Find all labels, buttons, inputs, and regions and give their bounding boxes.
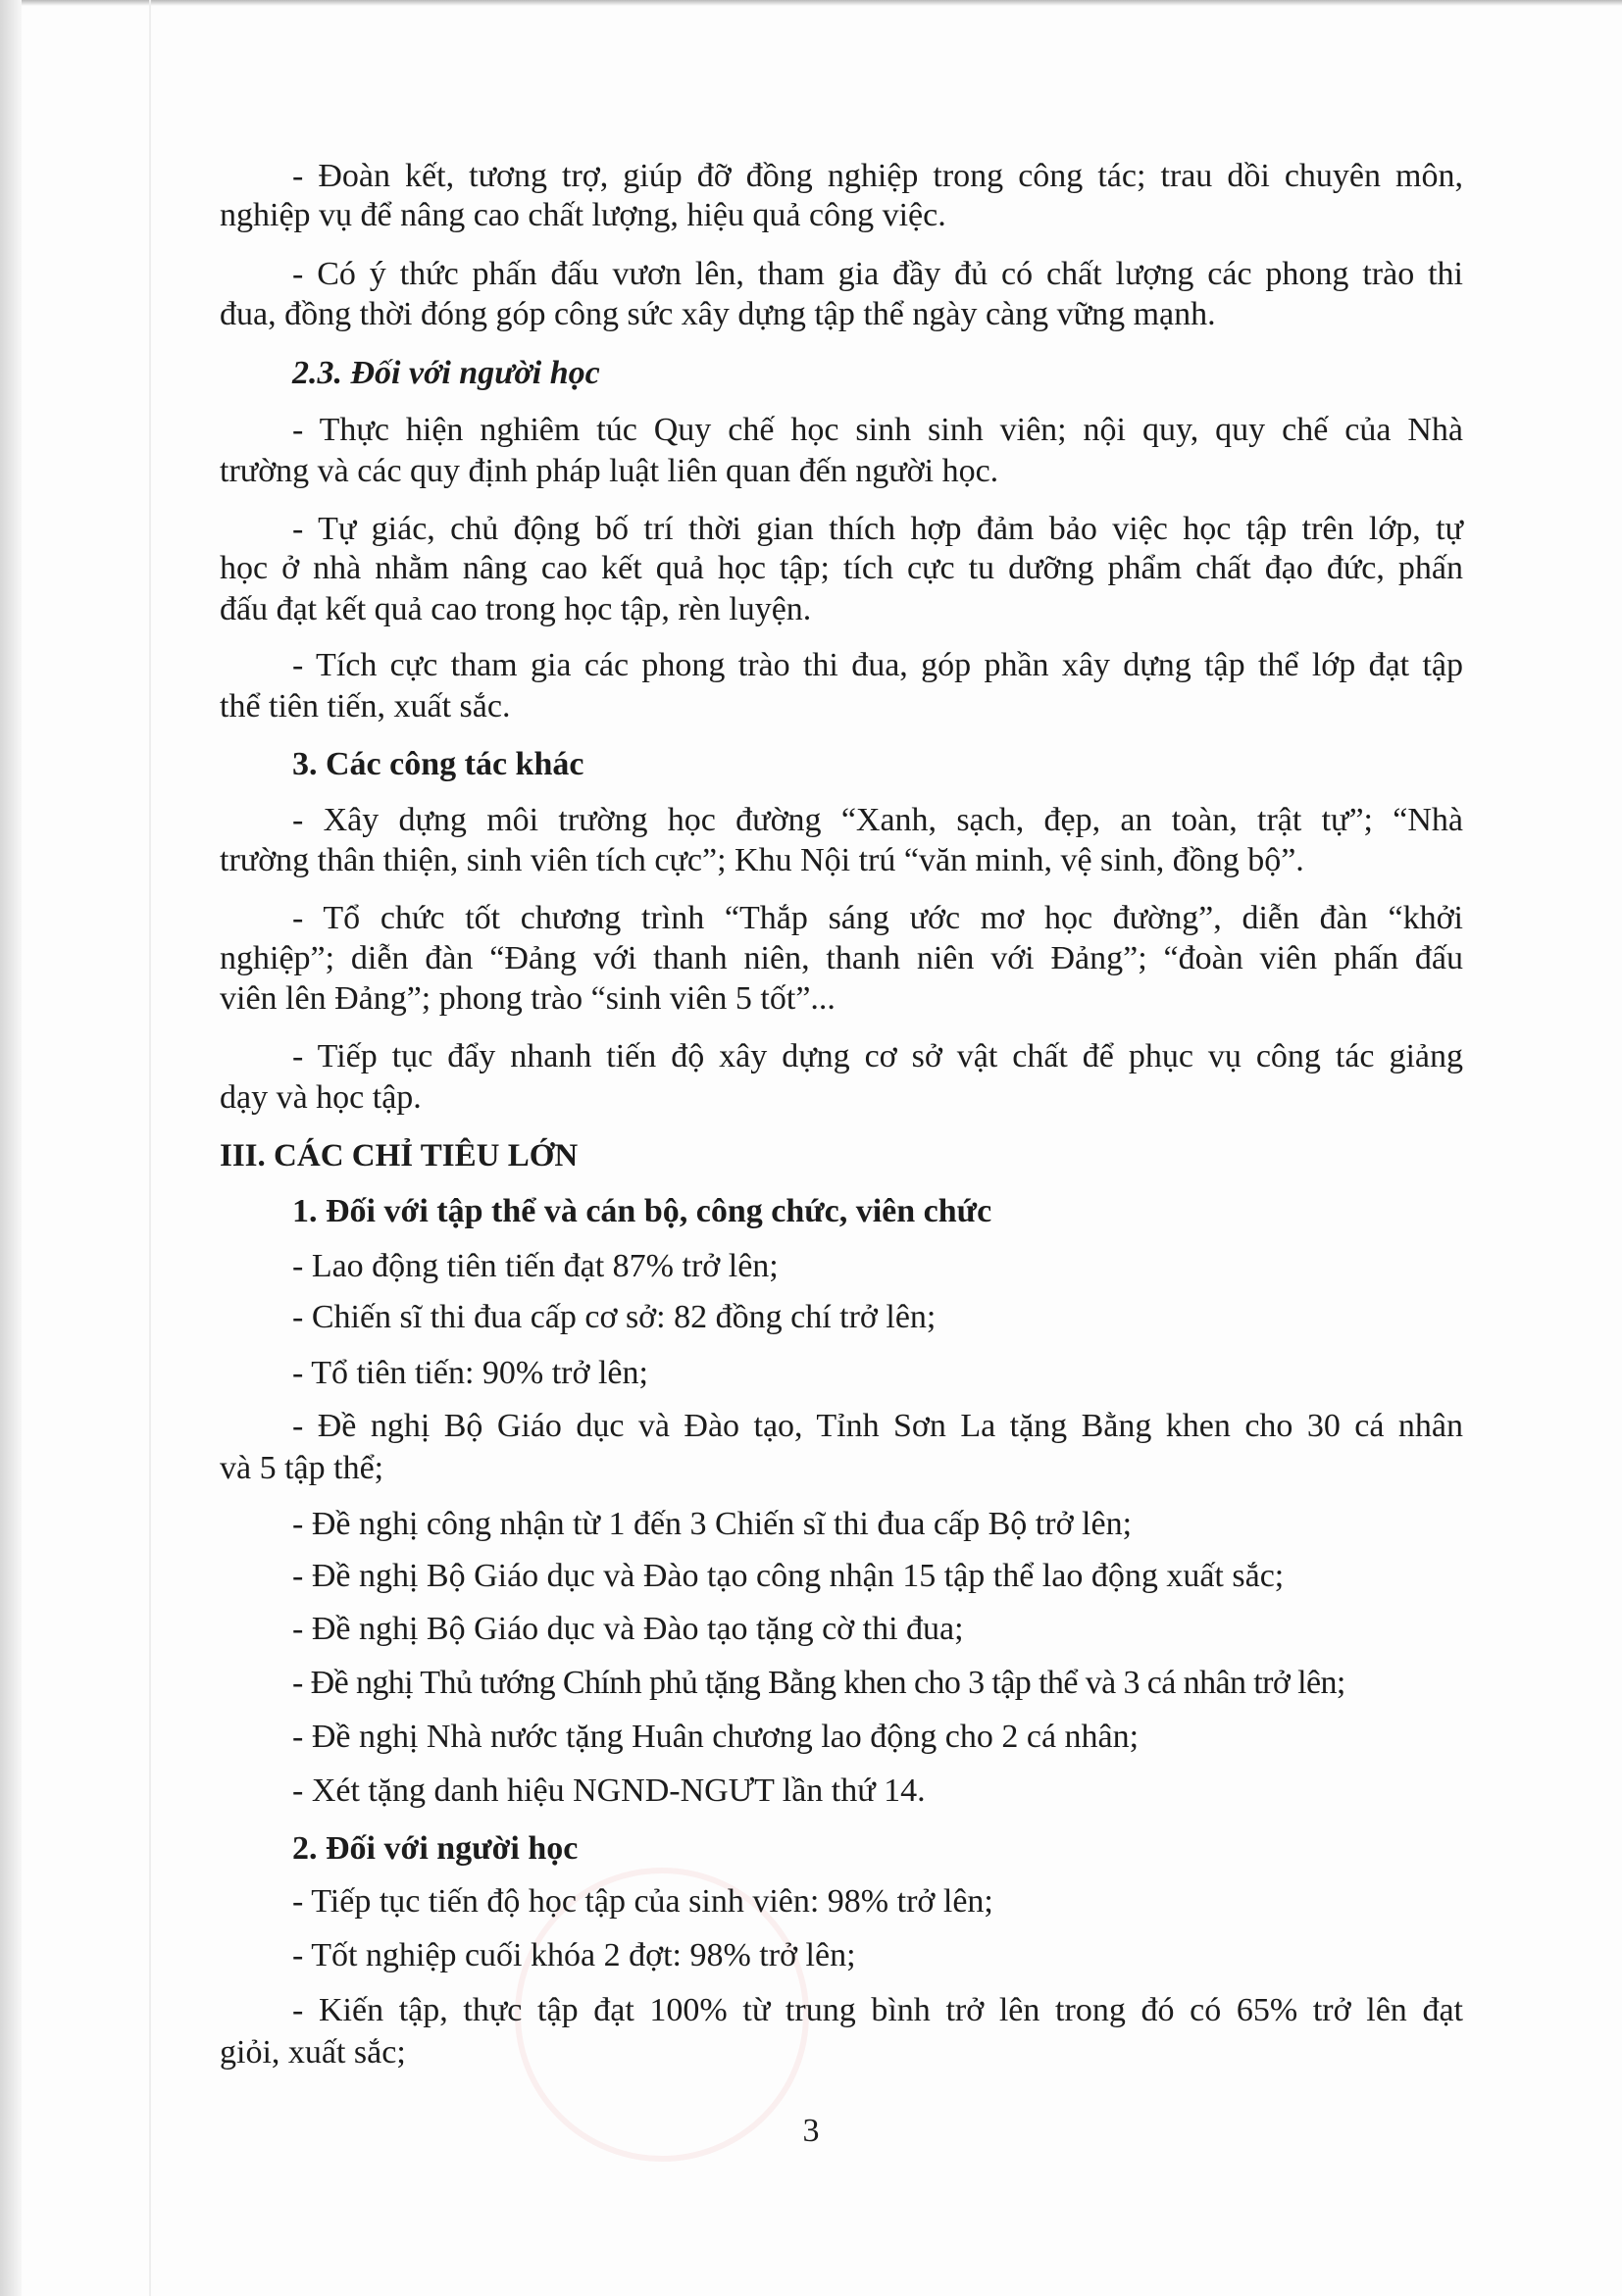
paragraph-line: - Xây dựng môi trường học đường “Xanh, sạch, đẹp, an toàn, trật tự”; “Nhà — [292, 802, 1463, 838]
list-item: - Đề nghị công nhận từ 1 đến 3 Chiến sĩ thi đua cấp Bộ trở lên; — [292, 1506, 1133, 1542]
paragraph-line: - Tự giác, chủ động bố trí thời gian thích hợp đảm bảo việc học tập trên lớp, tự — [292, 511, 1463, 547]
paragraph-line: nghiệp”; diễn đàn “Đảng với thanh niên, thanh niên với Đảng”; “đoàn viên phấn đấu — [220, 940, 1463, 976]
binding-margin-line — [149, 0, 151, 2296]
paragraph-line: đấu đạt kết quả cao trong học tập, rèn luyện. — [220, 591, 812, 627]
paragraph-line: trường thân thiện, sinh viên tích cực”; Khu Nội trú “văn minh, vệ sinh, đồng bộ”. — [220, 842, 1304, 878]
list-item: - Đề nghị Bộ Giáo dục và Đào tạo công nhận 15 tập thể lao động xuất sắc; — [292, 1558, 1285, 1594]
scan-shadow-left — [0, 0, 22, 2296]
paragraph-line: - Tích cực tham gia các phong trào thi đua, góp phần xây dựng tập thể lớp đạt tập — [292, 647, 1463, 683]
paragraph-line: dạy và học tập. — [220, 1079, 422, 1116]
list-item: giỏi, xuất sắc; — [220, 2034, 406, 2071]
list-item: - Xét tặng danh hiệu NGND-NGƯT lần thứ 14. — [292, 1772, 926, 1809]
list-item: và 5 tập thể; — [220, 1450, 384, 1486]
paragraph-line: trường và các quy định pháp luật liên quan đến người học. — [220, 453, 999, 489]
list-item: - Đề nghị Thủ tướng Chính phủ tặng Bằng khen cho 3 tập thể và 3 cá nhân trở lên; — [292, 1665, 1345, 1701]
paragraph-line: - Tổ chức tốt chương trình “Thắp sáng ước mơ học đường”, diễn đàn “khởi — [292, 900, 1463, 936]
paragraph-line: học ở nhà nhằm nâng cao kết quả học tập; tích cực tu dưỡng phẩm chất đạo đức, phấn — [220, 550, 1463, 586]
list-item: - Lao động tiên tiến đạt 87% trở lên; — [292, 1248, 779, 1284]
paragraph-line: thể tiên tiến, xuất sắc. — [220, 688, 511, 724]
list-item: - Đề nghị Bộ Giáo dục và Đào tạo, Tỉnh Sơn La tặng Bằng khen cho 30 cá nhân — [292, 1408, 1463, 1444]
section-heading-2-3: 2.3. Đối với người học — [292, 355, 600, 391]
scan-shadow-top — [0, 0, 1622, 6]
list-item: - Đề nghị Bộ Giáo dục và Đào tạo tặng cờ thi đua; — [292, 1611, 964, 1647]
section-heading-III-2: 2. Đối với người học — [292, 1830, 579, 1867]
list-item: - Đề nghị Nhà nước tặng Huân chương lao động cho 2 cá nhân; — [292, 1719, 1140, 1755]
paragraph-line: - Thực hiện nghiêm túc Quy chế học sinh sinh viên; nội quy, quy chế của Nhà — [292, 412, 1463, 448]
list-item: - Tổ tiên tiến: 90% trở lên; — [292, 1355, 648, 1391]
section-heading-III-1: 1. Đối với tập thể và cán bộ, công chức, viên chức — [292, 1193, 992, 1229]
paragraph-line: nghiệp vụ để nâng cao chất lượng, hiệu quả công việc. — [220, 197, 946, 233]
list-item: - Tốt nghiệp cuối khóa 2 đợt: 98% trở lên; — [292, 1937, 856, 1973]
paragraph-line: - Có ý thức phấn đấu vươn lên, tham gia đầy đủ có chất lượng các phong trào thi — [292, 256, 1463, 292]
paragraph-line: đua, đồng thời đóng góp công sức xây dựng tập thể ngày càng vững mạnh. — [220, 296, 1216, 332]
paragraph-line: - Tiếp tục đẩy nhanh tiến độ xây dựng cơ sở vật chất để phục vụ công tác giảng — [292, 1038, 1463, 1074]
list-item: - Tiếp tục tiến độ học tập của sinh viên: 98% trở lên; — [292, 1883, 993, 1920]
section-heading-III: III. CÁC CHỈ TIÊU LỚN — [220, 1138, 579, 1173]
page-number: 3 — [802, 2113, 820, 2149]
section-heading-3: 3. Các công tác khác — [292, 746, 584, 782]
paragraph-line: - Đoàn kết, tương trợ, giúp đỡ đồng nghiệp trong công tác; trau dồi chuyên môn, — [292, 158, 1463, 194]
list-item: - Kiến tập, thực tập đạt 100% từ trung bình trở lên trong đó có 65% trở lên đạt — [292, 1992, 1463, 2028]
list-item: - Chiến sĩ thi đua cấp cơ sở: 82 đồng chí trở lên; — [292, 1299, 937, 1335]
paragraph-line: viên lên Đảng”; phong trào “sinh viên 5 tốt”... — [220, 980, 836, 1017]
